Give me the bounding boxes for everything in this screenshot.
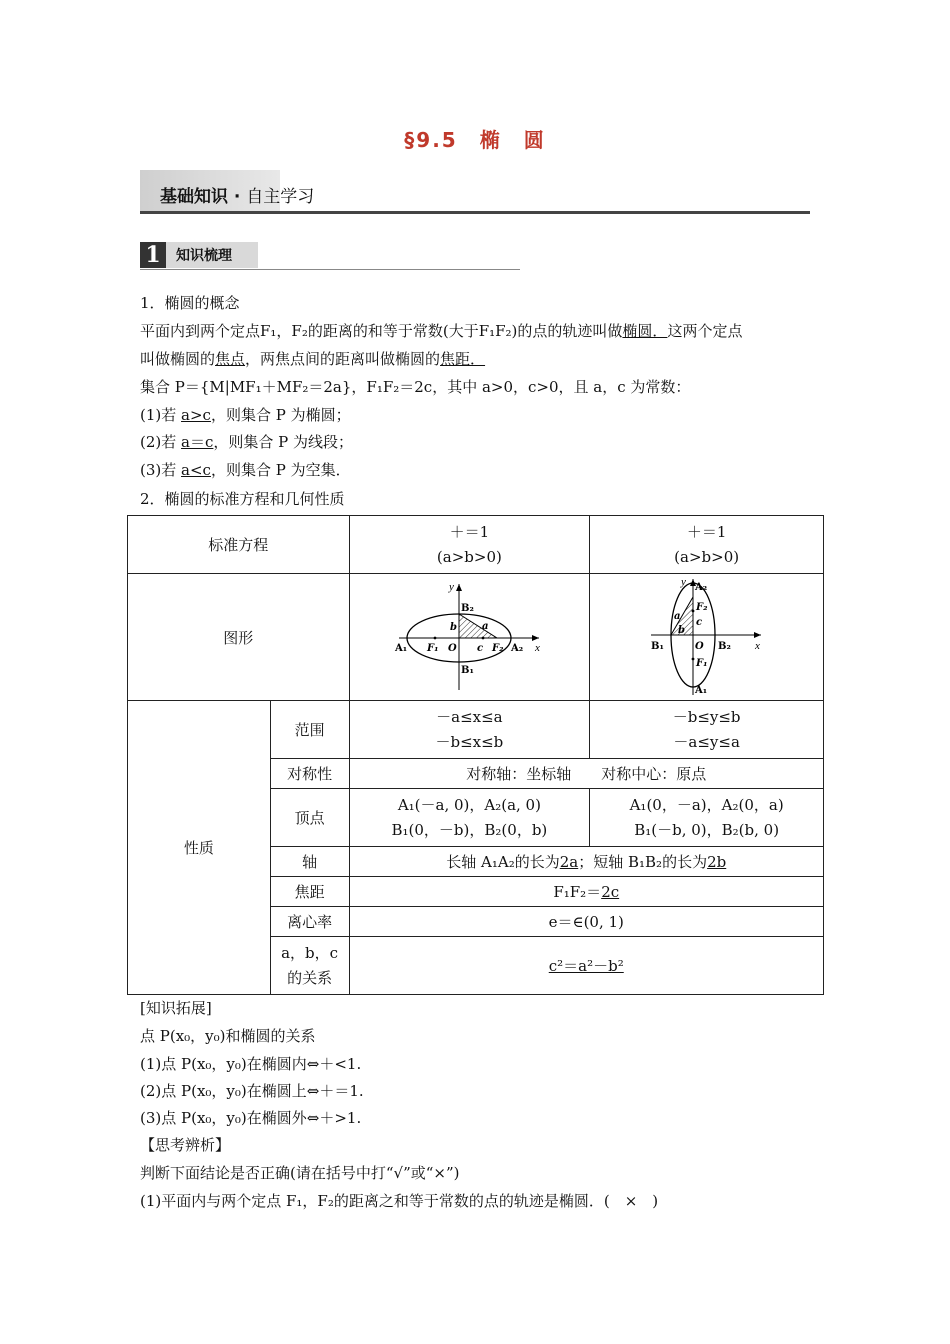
label-y: y [680, 576, 686, 588]
header-properties: 性质 [128, 701, 271, 995]
label-b: b [677, 625, 685, 636]
eccentricity-value: e＝∈(0, 1) [349, 907, 824, 937]
focal-value [349, 877, 824, 907]
figure-cell-1 [349, 574, 590, 701]
subsection-number: 1 [140, 242, 166, 268]
label-b1: B₁ [461, 665, 475, 676]
symmetry-value: 对称轴：坐标轴 对称中心：原点 [349, 759, 824, 789]
section-header-rule [140, 211, 810, 214]
text-run: (1)若 [140, 406, 182, 424]
condition-1: (a>b>0) [436, 547, 502, 566]
label-c: c [695, 617, 702, 628]
y-axis-arrow [456, 584, 462, 591]
label-axis: 轴 [270, 847, 349, 877]
label-focal: 焦距 [270, 877, 349, 907]
underlined-term: 2c [601, 883, 620, 901]
text-run: ，两焦点间的距离叫做椭圆的 [245, 350, 441, 368]
label-eccentricity: 离心率 [270, 907, 349, 937]
text-run: 平面内到两个定点 [140, 322, 261, 340]
label-o: O [448, 643, 458, 654]
focus-point [691, 658, 694, 661]
horizontal-ellipse-figure [389, 578, 549, 696]
label-a2: A₂ [511, 643, 524, 654]
relation-value: c²＝a²－b² [548, 957, 624, 975]
text-run: F₁F₂)的点的轨迹叫做 [478, 322, 623, 340]
subsection-label: 知识梳理 [176, 248, 232, 264]
text-run: F₁F₂＝ [553, 883, 602, 901]
label-a: a [482, 621, 489, 632]
text-run: ，则集合 P 为椭圆； [210, 406, 351, 424]
label-vertex: 顶点 [270, 789, 349, 847]
range-cell-2 [590, 701, 824, 759]
axis-value [349, 847, 824, 877]
label-a: a [673, 611, 681, 622]
set-definition: 集合 P＝{M|MF₁＋MF₂＝2a}，F₁F₂＝2c，其中 a>0，c>0，且 a，c 为常数： [140, 378, 691, 396]
subsection-header [140, 242, 520, 270]
text-run: ，则集合 P 为空集． [210, 461, 351, 479]
relation-label-a: a，b，c [281, 943, 339, 962]
underlined-term: 2a [559, 853, 579, 871]
think-label: 【思考辨析】 [140, 1136, 231, 1154]
label-a1: A₁ [694, 685, 707, 696]
figure-cell-2 [590, 574, 824, 701]
condition-2: (a>b>0) [674, 547, 740, 566]
section-header-label [160, 182, 314, 207]
think-line-1: (1)平面内与两个定点 F₁，F₂的距离之和等于常数的点的轨迹是椭圆．( × ) [140, 1192, 659, 1210]
label-a1: A₁ [395, 643, 408, 654]
table-row [128, 574, 824, 701]
focus-point [434, 637, 437, 640]
label-x: x [754, 640, 760, 652]
label-b2: B₂ [461, 603, 475, 614]
vertical-ellipse-figure [647, 575, 767, 699]
table-row [128, 701, 824, 759]
section-sep: · [233, 187, 241, 207]
header-figure: 图形 [128, 574, 350, 701]
section-sub: 自主学习 [246, 187, 315, 207]
range-cell-1 [349, 701, 590, 759]
equation-cell-2 [590, 516, 824, 574]
extension-line-1: (1)点 P(x₀，y₀)在椭圆内⇔＋<1. [140, 1055, 362, 1073]
label-o: O [694, 641, 704, 652]
text-run: F₁，F₂的距离的和等于常数(大于 [260, 322, 479, 340]
concept-heading: 1．椭圆的概念 [140, 294, 240, 312]
focus-point [691, 610, 694, 613]
extension-line-2: (2)点 P(x₀，y₀)在椭圆上⇔＋＝1. [140, 1082, 364, 1100]
label-c: c [477, 643, 484, 654]
underlined-term: 椭圆． [622, 322, 668, 340]
vertex-cell-2 [590, 789, 824, 847]
range-2a: －b≤y≤b [672, 707, 741, 726]
page-title: §9.5 椭 圆 [404, 128, 546, 152]
text-run: ；短轴 B₁B₂的长为 [578, 853, 708, 871]
underlined-term: a＝c [181, 433, 214, 451]
think-line-0: 判断下面结论是否正确(请在括号中打“√”或“×”) [140, 1164, 460, 1182]
text-run: (2)若 [140, 433, 182, 451]
label-f1: F₁ [695, 658, 708, 669]
label-x: x [535, 642, 541, 654]
label-b2: B₂ [717, 641, 731, 652]
label-relation [270, 937, 349, 995]
label-f2: F₂ [492, 643, 504, 654]
underlined-term: 2b [707, 853, 727, 871]
ellipse-properties-table [127, 515, 824, 995]
focus-point [482, 637, 485, 640]
relation-value-cell [349, 937, 824, 995]
case-1 [140, 404, 820, 425]
text-run: (3)若 [140, 461, 182, 479]
vertex-cell-1 [349, 789, 590, 847]
label-f2: F₂ [695, 602, 708, 613]
text-run: ，则集合 P 为线段； [213, 433, 354, 451]
subsection-rule [140, 269, 520, 270]
extension-line-0: 点 P(x₀，y₀)和椭圆的关系 [140, 1027, 316, 1045]
label-a2: A₂ [694, 582, 707, 593]
equation-cell-1 [349, 516, 590, 574]
label-symmetry: 对称性 [270, 759, 349, 789]
concept-line-2 [140, 348, 820, 369]
vertex-1b: B₁(0，－b)，B₂(0，b) [391, 820, 548, 839]
text-run: 这两个定点 [667, 322, 743, 340]
label-range: 范围 [270, 701, 349, 759]
extension-line-3: (3)点 P(x₀，y₀)在椭圆外⇔＋>1. [140, 1109, 362, 1127]
x-axis-arrow [754, 632, 761, 638]
range-1b: －b≤x≤b [435, 732, 504, 751]
section-main: 基础知识 [160, 187, 228, 207]
section-header [140, 170, 810, 214]
underlined-term: 焦点 [215, 350, 246, 368]
concept-line-1 [140, 320, 820, 341]
label-y: y [449, 581, 455, 593]
range-2b: －a≤y≤a [673, 732, 740, 751]
equation-2: ＋＝1 [686, 522, 727, 541]
underlined-term: a<c [181, 461, 211, 479]
hatched-triangle [459, 614, 497, 638]
text-run: 叫做椭圆的 [140, 350, 216, 368]
label-b1: B₁ [650, 641, 664, 652]
vertex-2b: B₁(－b, 0)，B₂(b, 0) [634, 820, 780, 839]
underlined-term: a>c [181, 406, 211, 424]
vertex-1a: A₁(－a, 0)，A₂(a, 0) [397, 795, 541, 814]
label-b: b [450, 622, 458, 633]
relation-label-b: 的关系 [287, 968, 333, 987]
text-run: 长轴 A₁A₂的长为 [446, 853, 560, 871]
label-f1: F₁ [427, 643, 439, 654]
case-3 [140, 459, 820, 480]
header-standard-equation: 标准方程 [128, 516, 350, 574]
extension-label: [知识拓展] [140, 999, 212, 1017]
table-row [128, 516, 824, 574]
equation-1: ＋＝1 [449, 522, 490, 541]
x-axis-arrow [532, 635, 539, 641]
underlined-term: 焦距． [440, 350, 486, 368]
properties-heading: 2．椭圆的标准方程和几何性质 [140, 490, 345, 508]
range-1a: －a≤x≤a [436, 707, 503, 726]
vertex-2a: A₁(0，－a)，A₂(0，a) [629, 795, 784, 814]
case-2 [140, 431, 820, 452]
